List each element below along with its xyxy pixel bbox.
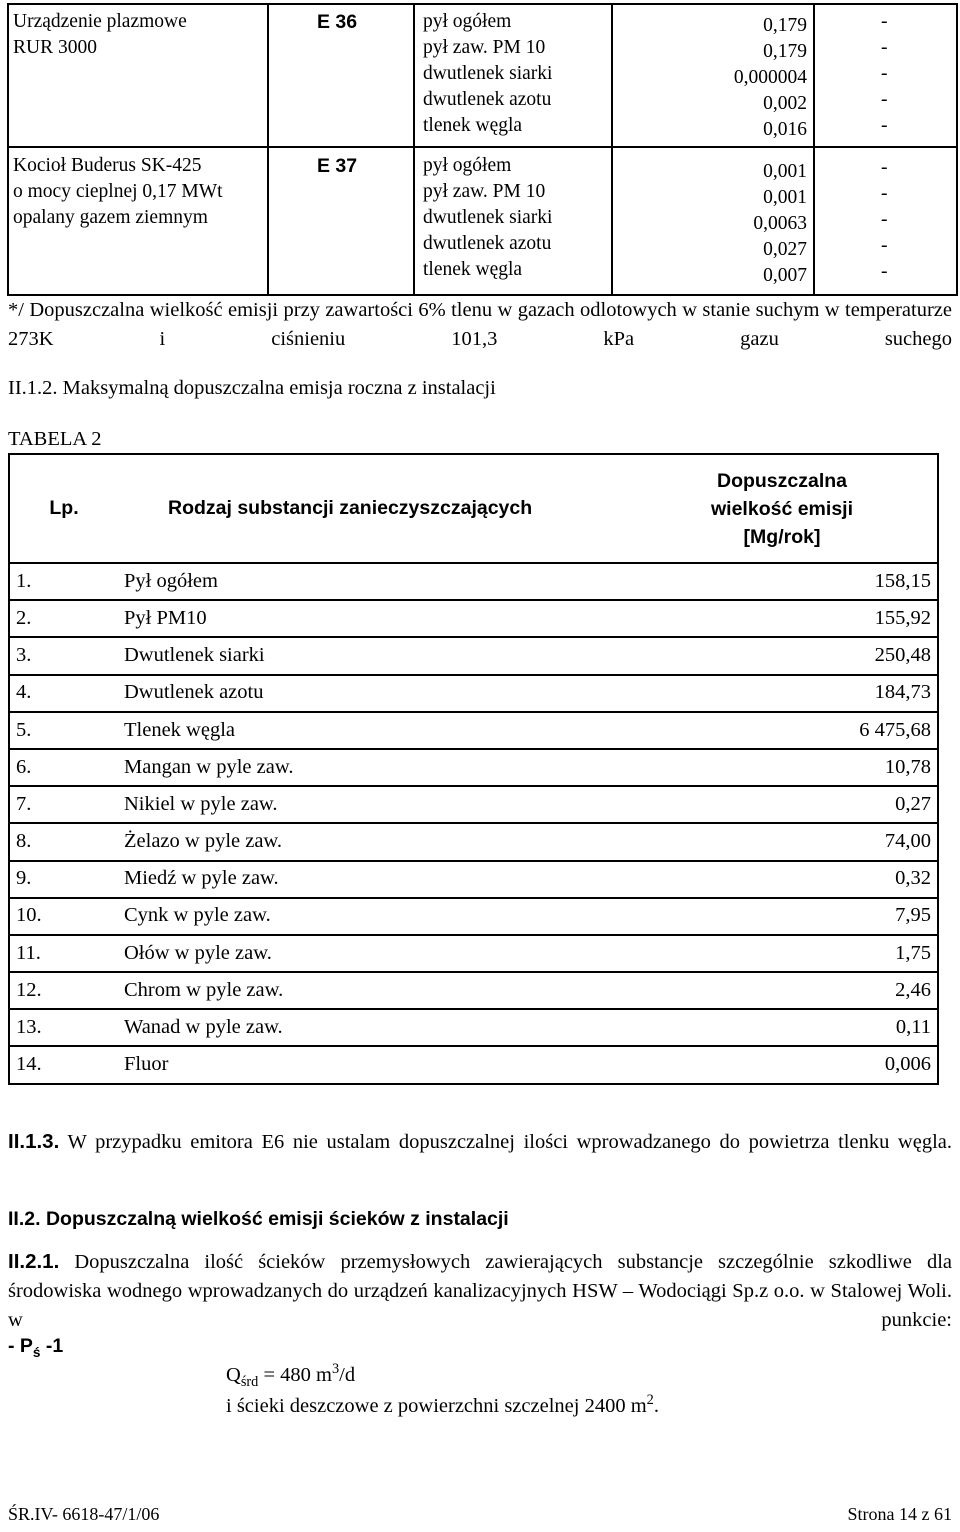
limit-value: - <box>881 37 888 58</box>
table-row <box>9 675 938 712</box>
flow-superscript: 3 <box>331 1361 340 1377</box>
flow-subscript: śrd <box>240 1373 259 1390</box>
footnote: */ Dopuszczalna wielkość emisji przy zawartości 6% tlenu w gazach odlotowych w stanie suchym w temperaturze 273K i ciśnieniu 101,3 kPa gazu suchego <box>8 299 952 350</box>
row-value: 7,95 <box>627 898 938 935</box>
row-substance: Chrom w pyle zaw. <box>118 972 627 1009</box>
installation-line: Urządzenie plazmowe <box>13 11 187 32</box>
table-divider <box>611 5 613 294</box>
row-value: 158,15 <box>627 563 938 600</box>
limit-value: - <box>881 261 888 282</box>
table-header-row <box>9 454 938 563</box>
table-divider <box>813 5 815 294</box>
rainwater-line <box>226 1392 659 1419</box>
header-line: wielkość emisji <box>711 497 853 520</box>
paragraph-text: Dopuszczalna ilość ścieków przemysłowych zawierających substancje szczególnie szkodliwe dla środowiska wodnego wprowadzanych do urządzeń kanalizacyjnych HSW – Wodociągi Sp.z o.o. w Stalowej Woli. w punkcie: <box>8 1251 952 1331</box>
section-title: Dopuszczalną wielkość emisji ścieków z instalacji <box>40 1208 509 1230</box>
table-row <box>9 1009 938 1046</box>
row-value: 10,78 <box>627 749 938 786</box>
point-subscript: ś <box>32 1344 41 1360</box>
limit-value: - <box>881 115 888 136</box>
substance-name: pył ogółem <box>423 155 512 176</box>
row-value: 1,75 <box>627 935 938 972</box>
emission-value: 0,179 <box>763 41 807 62</box>
limit-value: - <box>881 157 888 178</box>
table-divider <box>413 5 415 294</box>
rainwater-text: i ścieki deszczowe z powierzchni szczelnej 2400 m <box>226 1394 647 1417</box>
table-divider <box>9 146 956 148</box>
row-substance: Cynk w pyle zaw. <box>118 898 627 935</box>
row-value: 250,48 <box>627 637 938 674</box>
row-substance: Ołów w pyle zaw. <box>118 935 627 972</box>
flow-unit: /d <box>339 1363 356 1386</box>
row-value: 0,006 <box>627 1046 938 1083</box>
row-substance: Pył ogółem <box>118 563 627 600</box>
row-substance: Fluor <box>118 1046 627 1083</box>
substance-name: dwutlenek azotu <box>423 89 552 110</box>
annual-emission-table <box>8 453 939 1085</box>
installation-line: opalany gazem ziemnym <box>13 207 208 228</box>
row-lp: 9. <box>9 861 118 898</box>
installation-line: RUR 3000 <box>13 37 97 58</box>
installation-line: o mocy cieplnej 0,17 MWt <box>13 181 223 202</box>
row-lp: 12. <box>9 972 118 1009</box>
limit-value: - <box>881 183 888 204</box>
discharge-point-label <box>8 1334 63 1361</box>
paragraph-2-2-1 <box>8 1247 952 1364</box>
section-heading: II.1.2. Maksymalną dopuszczalna emisja roczna z instalacji <box>8 377 496 399</box>
limit-value: - <box>881 209 888 230</box>
row-substance: Nikiel w pyle zaw. <box>118 786 627 823</box>
table-row <box>9 712 938 749</box>
table-divider <box>267 5 269 294</box>
section-number: II.2.1. <box>8 1250 60 1273</box>
table-caption: TABELA 2 <box>8 428 102 450</box>
emission-value: 0,007 <box>763 265 807 286</box>
table-body <box>9 563 938 1084</box>
paragraph-text: W przypadku emitora E6 nie ustalam dopuszczalnej ilości wprowadzanego do powietrza tlenku węgla. <box>59 1131 952 1153</box>
limit-value: - <box>881 63 888 84</box>
table-row <box>9 637 938 674</box>
row-substance: Miedź w pyle zaw. <box>118 861 627 898</box>
table-row <box>9 563 938 600</box>
row-substance: Wanad w pyle zaw. <box>118 1009 627 1046</box>
emission-value: 0,000004 <box>733 67 807 88</box>
substance-name: tlenek węgla <box>423 115 523 136</box>
installation-cell <box>13 9 263 61</box>
paragraph-2-1-3 <box>8 1127 952 1186</box>
limit-list <box>881 9 921 139</box>
row-lp: 14. <box>9 1046 118 1083</box>
row-lp: 3. <box>9 637 118 674</box>
rainwater-end: . <box>653 1394 659 1417</box>
substance-name: pył zaw. PM 10 <box>423 181 546 202</box>
section-number: II.1.3. <box>8 1130 60 1153</box>
substance-name: dwutlenek siarki <box>423 63 553 84</box>
row-lp: 13. <box>9 1009 118 1046</box>
table-row <box>9 786 938 823</box>
row-value: 0,27 <box>627 786 938 823</box>
row-lp: 6. <box>9 749 118 786</box>
row-value: 74,00 <box>627 823 938 860</box>
flow-rate <box>226 1361 355 1392</box>
table-row <box>9 1046 938 1083</box>
emission-value: 0,002 <box>763 93 807 114</box>
point-suffix: -1 <box>40 1335 64 1357</box>
col-header-substance: Rodzaj substancji zanieczyszczających <box>118 454 627 563</box>
value-list <box>615 13 807 143</box>
substance-list <box>423 153 608 283</box>
row-substance: Dwutlenek azotu <box>118 675 627 712</box>
table-row <box>9 972 938 1009</box>
row-lp: 10. <box>9 898 118 935</box>
emission-value: 0,179 <box>763 15 807 36</box>
section-number: II.2. <box>8 1208 41 1230</box>
row-value: 155,92 <box>627 600 938 637</box>
table-row <box>9 861 938 898</box>
limit-value: - <box>881 89 888 110</box>
substance-name: dwutlenek azotu <box>423 233 552 254</box>
installation-line: Kocioł Buderus SK-425 <box>13 155 202 176</box>
limit-value: - <box>881 11 888 32</box>
table-row <box>9 600 938 637</box>
section-heading-2-2 <box>8 1207 509 1231</box>
emission-value: 0,016 <box>763 119 807 140</box>
row-value: 184,73 <box>627 675 938 712</box>
substance-name: pył ogółem <box>423 11 512 32</box>
emitter-id: E 37 <box>317 155 358 177</box>
row-lp: 7. <box>9 786 118 823</box>
row-value: 6 475,68 <box>627 712 938 749</box>
emission-value: 0,027 <box>763 239 807 260</box>
row-lp: 1. <box>9 563 118 600</box>
document-reference: ŚR.IV- 6618-47/1/06 <box>8 1504 160 1524</box>
limit-value: - <box>881 235 888 256</box>
point-prefix: - P <box>8 1335 33 1357</box>
substance-list <box>423 9 608 139</box>
row-lp: 2. <box>9 600 118 637</box>
page-number: Strona 14 z 61 <box>847 1504 952 1524</box>
row-substance: Pył PM10 <box>118 600 627 637</box>
installation-cell <box>13 153 263 231</box>
row-substance: Żelazo w pyle zaw. <box>118 823 627 860</box>
flow-symbol: Q <box>226 1363 241 1386</box>
table-row <box>9 749 938 786</box>
row-value: 2,46 <box>627 972 938 1009</box>
emission-value: 0,0063 <box>753 213 807 234</box>
col-header-value <box>627 454 938 563</box>
row-substance: Mangan w pyle zaw. <box>118 749 627 786</box>
emitter-id: E 36 <box>317 11 358 33</box>
substance-name: dwutlenek siarki <box>423 207 553 228</box>
col-header-lp: Lp. <box>9 454 118 563</box>
row-lp: 8. <box>9 823 118 860</box>
header-line: [Mg/rok] <box>743 525 821 548</box>
table-row <box>9 898 938 935</box>
row-value: 0,11 <box>627 1009 938 1046</box>
emission-limits-table <box>7 3 958 296</box>
row-lp: 11. <box>9 935 118 972</box>
rainwater-superscript: 2 <box>646 1392 654 1408</box>
row-value: 0,32 <box>627 861 938 898</box>
substance-name: tlenek węgla <box>423 259 523 280</box>
substance-name: pył zaw. PM 10 <box>423 37 546 58</box>
emission-value: 0,001 <box>763 187 807 208</box>
header-line: Dopuszczalna <box>716 469 848 492</box>
flow-value: = 480 m <box>258 1363 332 1386</box>
row-substance: Tlenek węgla <box>118 712 627 749</box>
limit-list <box>881 155 921 285</box>
row-substance: Dwutlenek siarki <box>118 637 627 674</box>
row-lp: 4. <box>9 675 118 712</box>
table-row <box>9 935 938 972</box>
row-lp: 5. <box>9 712 118 749</box>
table-row <box>9 823 938 860</box>
emission-value: 0,001 <box>763 161 807 182</box>
value-list <box>615 159 807 289</box>
